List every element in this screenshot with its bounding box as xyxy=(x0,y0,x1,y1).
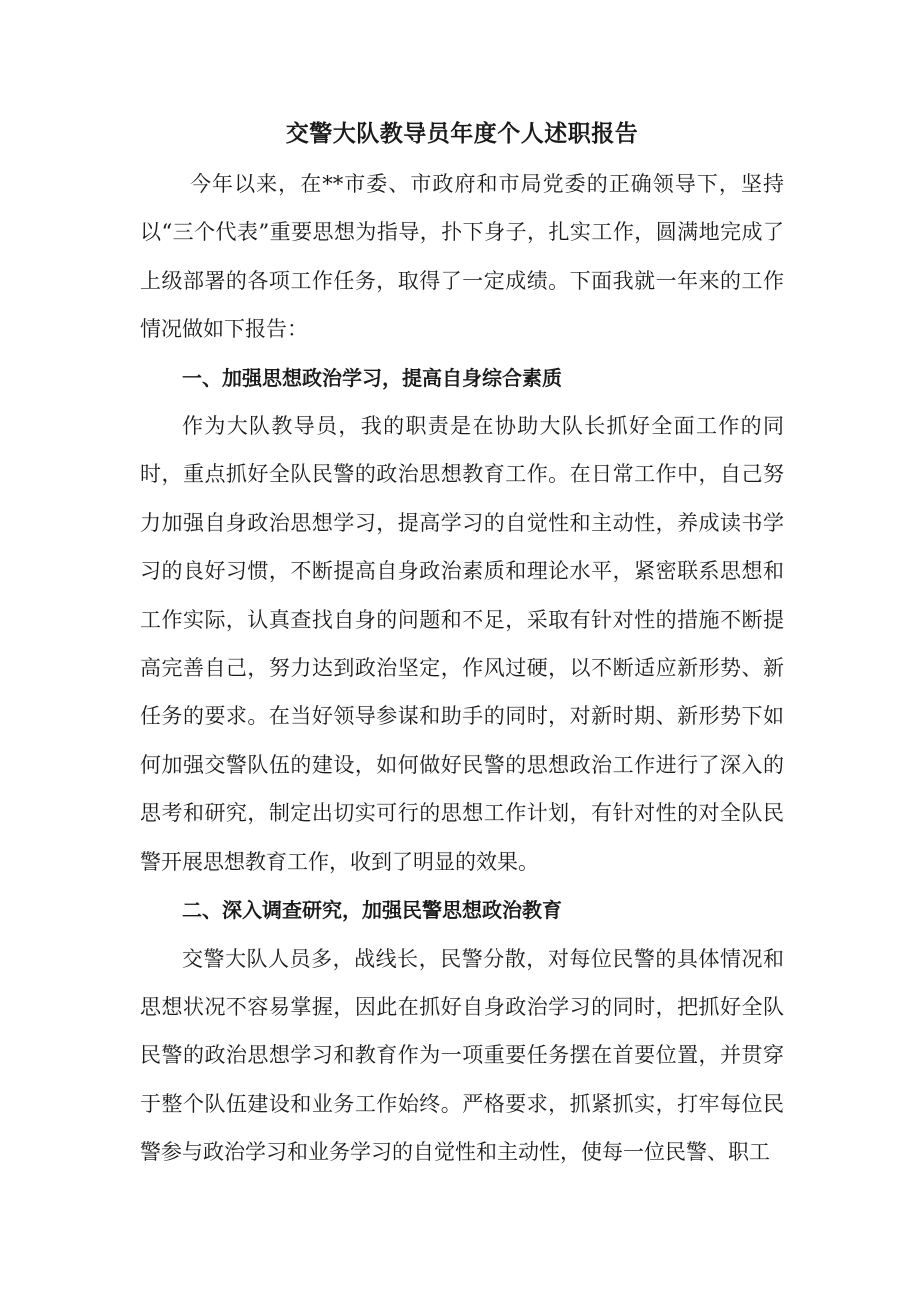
section-heading-1: 一、加强思想政治学习，提高自身综合素质 xyxy=(182,365,562,390)
section-heading-2: 二、深入调查研究，加强民警思想政治教育 xyxy=(182,898,562,923)
document-title: 交警大队教导员年度个人述职报告 xyxy=(285,121,639,147)
section-body-2: 交警大队人员多，战线长，民警分散，对每位民警的具体情况和思想状况不容易掌握，因此在抓好自身政治学习的同时，把抓好全队民警的政治思想学习和教育作为一项重要任务摆在首要位置，并贯穿于整个队伍建设和业务工作始终。严格要求，抓紧抓实，打牢每位民警参与政治学习和业务学习的自觉性和主动性，使每一位民警、职工 xyxy=(140,946,784,1165)
section-body-1: 作为大队教导员，我的职责是在协助大队长抓好全面工作的同时，重点抓好全队民警的政治思想教育工作。在日常工作中，自己努力加强自身政治思想学习，提高学习的自觉性和主动性，养成读书学习的良好习惯，不断提高自身政治素质和理论水平，紧密联系思想和工作实际，认真查找自身的问题和不足，采取有针对性的措施不断提高完善自己，努力达到政治坚定，作风过硬，以不断适应新形势、新任务的要求。在当好领导参谋和助手的同时，对新时期、新形势下如何加强交警队伍的建设，如何做好民警的思想政治工作进行了深入的思考和研究，制定出切实可行的思想工作计划，有针对性的对全队民警开展思想教育工作，收到了明显的效果。 xyxy=(140,414,784,874)
intro-paragraph: 今年以来，在**市委、市政府和市局党委的正确领导下，坚持以“三个代表”重要思想为指导，扑下身子，扎实工作，圆满地完成了上级部署的各项工作任务，取得了一定成绩。下面我就一年来的工作情况做如下报告： xyxy=(140,172,784,342)
